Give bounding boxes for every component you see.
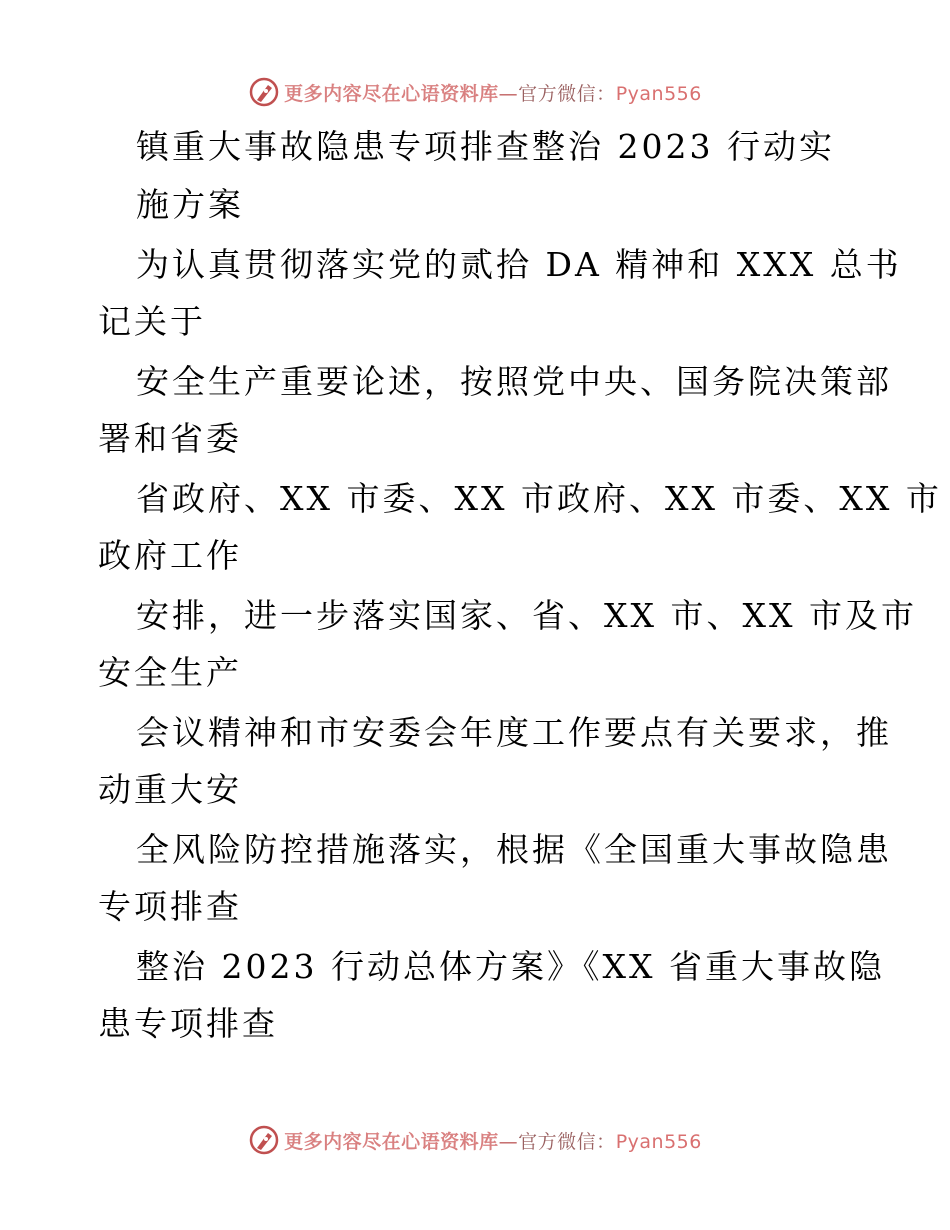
paragraph-line: 安排，进一步落实国家、省、XX 市、XX 市及市 — [136, 596, 917, 635]
watermark-text — [284, 1127, 702, 1154]
watermark-wechat-id: Pyan556 — [615, 1130, 702, 1153]
pen-nib-logo-icon — [248, 1124, 280, 1156]
watermark-dash: — — [498, 1130, 519, 1153]
paragraph-line: 署和省委 — [98, 419, 242, 458]
header-watermark — [0, 72, 950, 112]
paragraph-line: 会议精神和市安委会年度工作要点有关要求，推 — [136, 713, 892, 752]
pen-nib-logo-icon — [248, 76, 280, 108]
document-title-line-1: 镇重大事故隐患专项排查整治 2023 行动实 — [136, 127, 835, 166]
paragraph-line: 整治 2023 行动总体方案》《XX 省重大事故隐 — [136, 947, 885, 986]
watermark-site: 更多内容尽在心语资料库 — [284, 1130, 499, 1153]
watermark-text — [284, 79, 702, 106]
paragraph-line: 安全生产重要论述，按照党中央、国务院决策部 — [136, 362, 892, 401]
watermark-wechat-id: Pyan556 — [615, 82, 702, 105]
paragraph-line: 记关于 — [98, 302, 206, 341]
watermark-dash: — — [498, 82, 519, 105]
paragraph-line: 动重大安 — [98, 770, 242, 809]
watermark-site: 更多内容尽在心语资料库 — [284, 82, 499, 105]
paragraph-line: 为认真贯彻落实党的贰拾 DA 精神和 XXX 总书 — [136, 245, 902, 284]
watermark-label: 官方微信： — [518, 1130, 616, 1153]
footer-watermark — [0, 1120, 950, 1160]
document-title-line-2: 施方案 — [136, 185, 244, 224]
paragraph-line: 患专项排查 — [98, 1004, 278, 1043]
watermark-label: 官方微信： — [518, 82, 616, 105]
paragraph-line: 安全生产 — [98, 653, 242, 692]
paragraph-line: 省政府、XX 市委、XX 市政府、XX 市委、XX 市 — [136, 479, 942, 518]
paragraph-line: 专项排查 — [98, 887, 242, 926]
paragraph-line: 全风险防控措施落实，根据《全国重大事故隐患 — [136, 830, 892, 869]
paragraph-line: 政府工作 — [98, 536, 242, 575]
